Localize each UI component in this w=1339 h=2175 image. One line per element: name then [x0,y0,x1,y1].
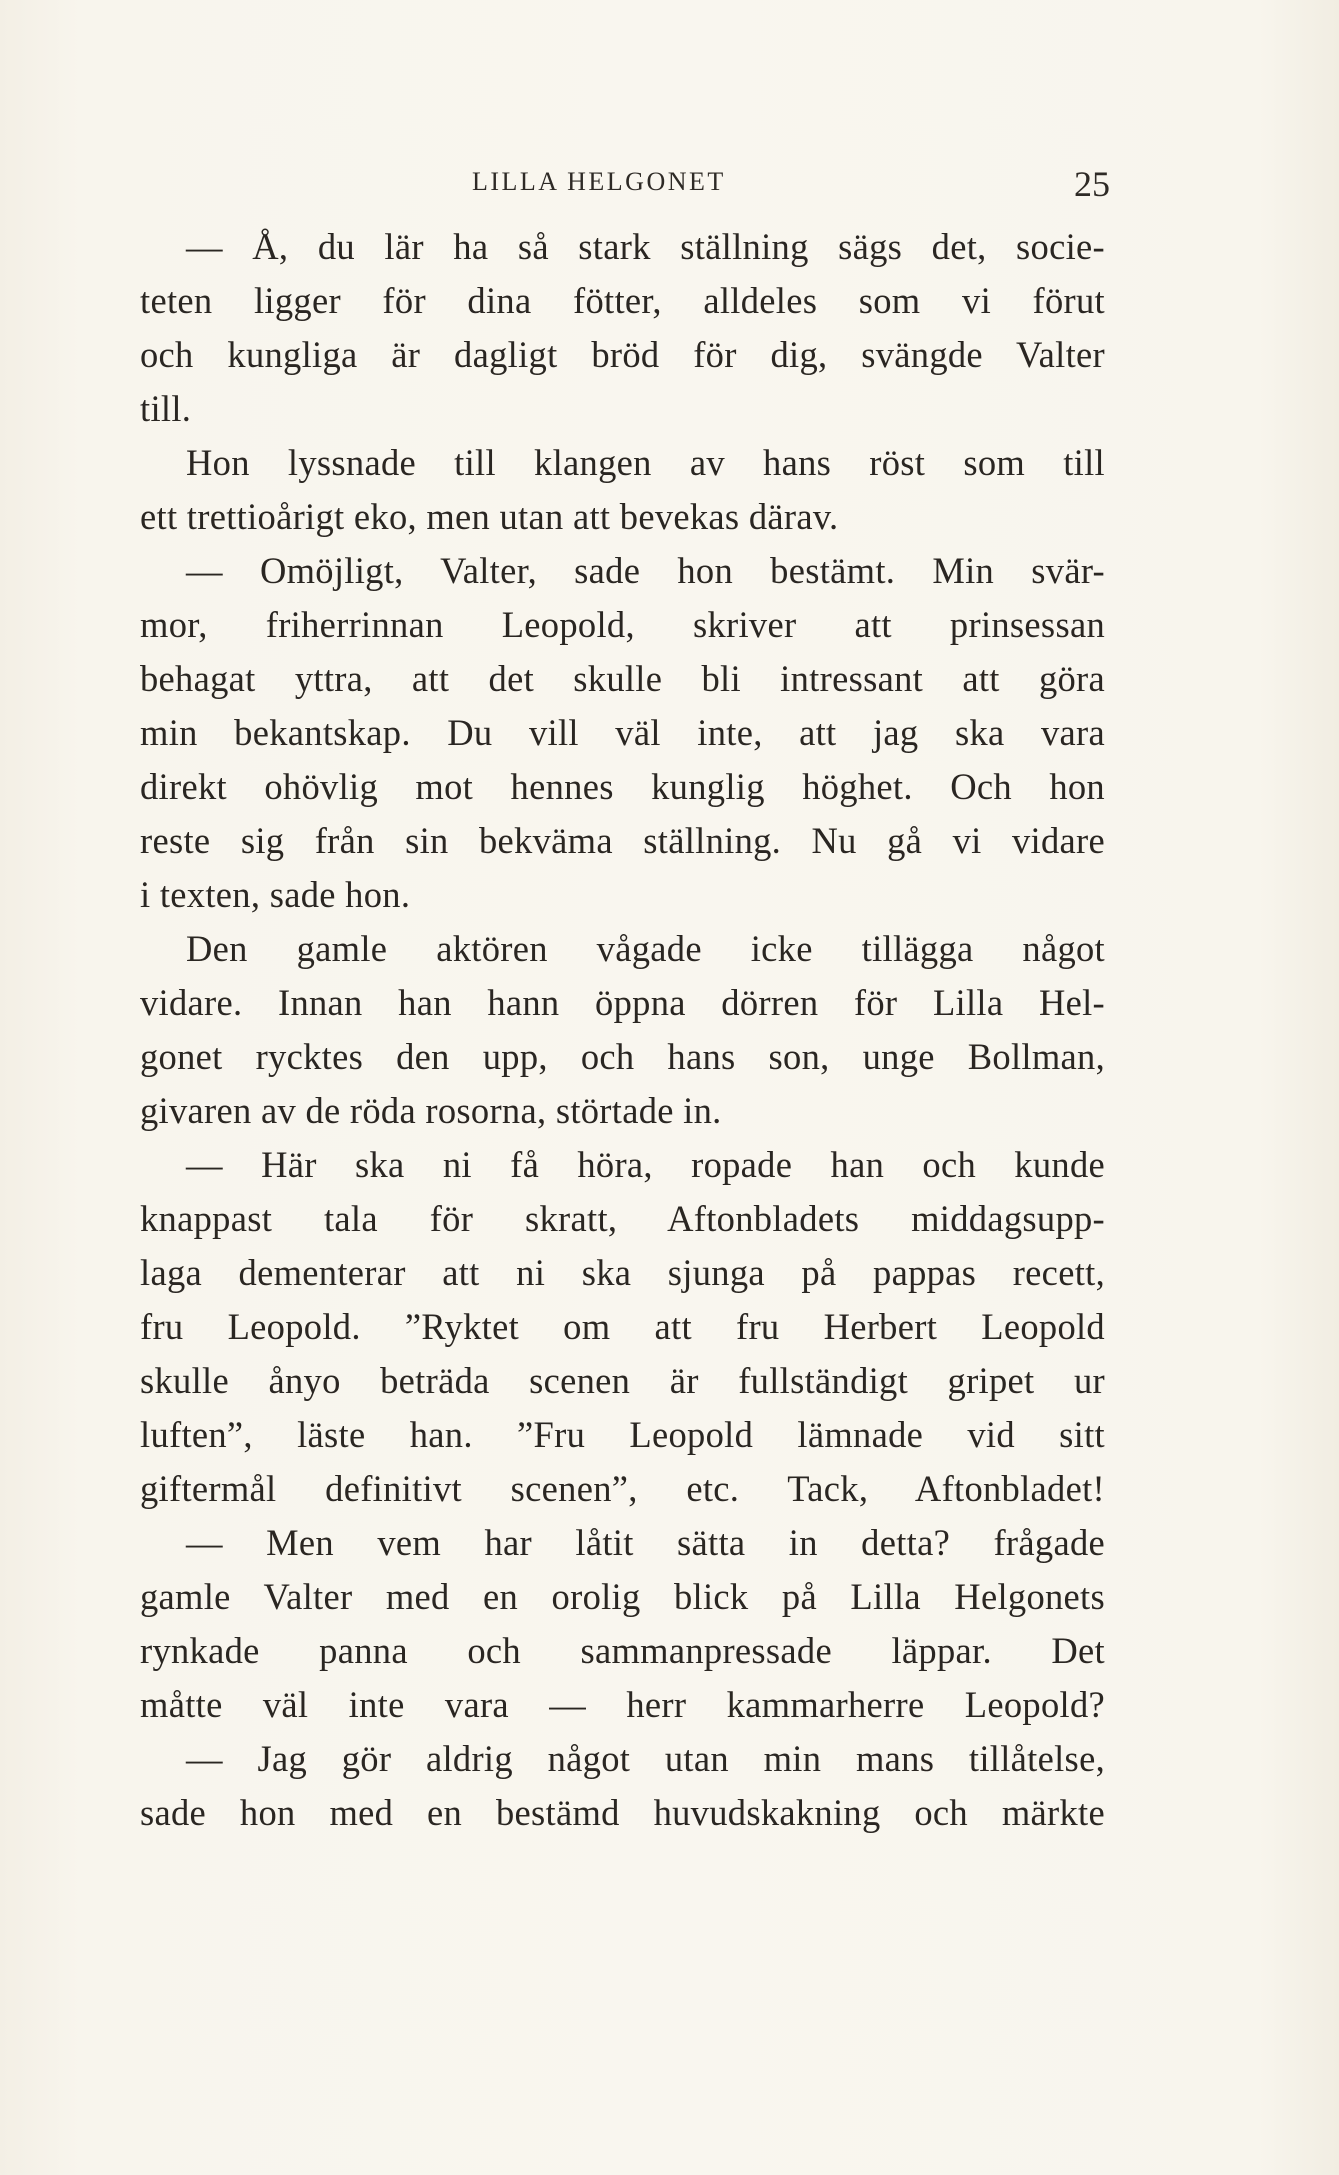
text-line: ett trettioårigt eko, men utan att bevekas därav. [140,496,839,537]
text-line: skulle ånyo beträda scenen är fullständigt gripet ur [140,1360,1105,1401]
text-line: sade hon med en bestämd huvudskakning och märkte [140,1792,1105,1833]
text-line: och kungliga är dagligt bröd för dig, svängde Valter [140,334,1105,375]
text-line: luften”, läste han. ”Fru Leopold lämnade vid sitt [140,1414,1105,1455]
text-line: min bekantskap. Du vill väl inte, att jag ska vara [140,712,1105,753]
text-line: — Här ska ni få höra, ropade han och kunde [186,1144,1105,1185]
text-line: — Å, du lär ha så stark ställning sägs det, socie- [186,226,1105,267]
text-line: gamle Valter med en orolig blick på Lilla Helgonets [140,1576,1105,1617]
page-number: 25 [1074,164,1110,204]
text-line: rynkade panna och sammanpressade läppar. Det [140,1630,1105,1671]
text-line: fru Leopold. ”Ryktet om att fru Herbert Leopold [140,1306,1105,1347]
running-title: LILLA HELGONET [472,167,726,196]
text-line: giftermål definitivt scenen”, etc. Tack, Aftonbladet! [140,1468,1105,1509]
text-line: — Jag gör aldrig något utan min mans tillåtelse, [186,1738,1105,1779]
text-line: knappast tala för skratt, Aftonbladets middagsupp- [140,1198,1105,1239]
text-line: måtte väl inte vara — herr kammarherre Leopold? [140,1684,1105,1725]
body-text [140,220,1105,1840]
text-line: — Omöjligt, Valter, sade hon bestämt. Min svär- [186,550,1105,591]
text-line: givaren av de röda rosorna, störtade in. [140,1090,722,1131]
text-line: i texten, sade hon. [140,874,411,915]
page-header [140,163,1110,207]
text-line: direkt ohövlig mot hennes kunglig höghet. Och hon [140,766,1105,807]
text-line: behagat yttra, att det skulle bli intressant att göra [140,658,1105,699]
text-line: gonet rycktes den upp, och hans son, unge Bollman, [140,1036,1105,1077]
text-line: laga dementerar att ni ska sjunga på pappas recett, [140,1252,1105,1293]
text-line: teten ligger för dina fötter, alldeles som vi förut [140,280,1105,321]
text-line: mor, friherrinnan Leopold, skriver att prinsessan [140,604,1105,645]
text-line: vidare. Innan han hann öppna dörren för Lilla Hel- [140,982,1105,1023]
text-line: Hon lyssnade till klangen av hans röst som till [186,442,1105,483]
text-line: reste sig från sin bekväma ställning. Nu gå vi vidare [140,820,1105,861]
text-line: — Men vem har låtit sätta in detta? frågade [186,1522,1105,1563]
text-line: Den gamle aktören vågade icke tillägga något [186,928,1105,969]
text-line: till. [140,388,192,429]
